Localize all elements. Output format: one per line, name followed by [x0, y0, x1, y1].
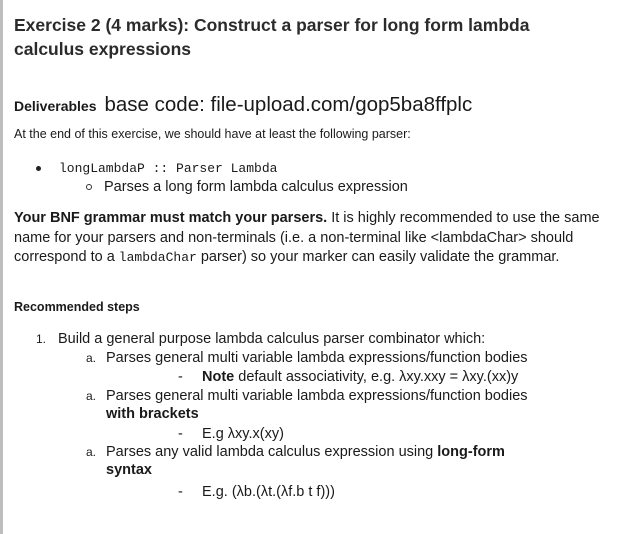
note-label: Note — [202, 369, 235, 385]
dash-bullet: - — [178, 369, 183, 385]
example-text: E.g. (λb.(λt.(λf.b t f))) — [202, 484, 335, 500]
bnf-text-1: It is highly recommended to use the same name for your parsers and non-terminals (i.e. a non-terminal like <lambdaChar> should correspond to a — [14, 210, 600, 265]
step-1-text: Build a general purpose lambda calculus parser combinator which: — [58, 331, 486, 347]
dash-bullet: - — [178, 426, 183, 442]
page-edge — [0, 0, 3, 534]
example-text: E.g λxy.x(xy) — [202, 426, 284, 442]
bnf-code: lambdaChar — [118, 250, 197, 265]
step-1c-text: Parses any valid lambda calculus expression using — [106, 444, 438, 460]
step-1b — [86, 387, 528, 405]
step-1c-continuation: syntax — [106, 462, 152, 478]
parser-signature: longLambdaP :: Parser Lambda — [59, 161, 278, 176]
base-code-note: base code: file-upload.com/gop5ba8ffplc — [104, 93, 473, 116]
note-text: default associativity, e.g. λxy.xxy = λxy.(xx)y — [234, 369, 519, 385]
recommended-steps-heading: Recommended steps — [14, 300, 140, 314]
bullet-dot-icon — [36, 166, 41, 171]
step-1a-text: Parses general multi variable lambda expressions/function bodies — [106, 350, 528, 366]
dash-bullet: - — [178, 484, 183, 500]
deliverables-intro: At the end of this exercise, we should have at least the following parser: — [14, 127, 411, 141]
step-1-number: 1. — [36, 332, 47, 346]
parser-bullet — [36, 160, 277, 176]
step-1a — [86, 349, 528, 367]
step-1a-note — [178, 368, 518, 386]
step-1c-example — [178, 483, 335, 501]
deliverables-row — [14, 93, 472, 117]
step-1b-continuation: with brackets — [106, 406, 199, 422]
bnf-text-2: parser) so your marker can easily validate the grammar. — [196, 249, 560, 265]
bnf-bold: Your BNF grammar must match your parsers. — [14, 210, 328, 226]
step-1c-letter: a. — [86, 445, 97, 459]
hollow-bullet-icon — [86, 184, 92, 190]
title-line-2: calculus expressions — [14, 39, 192, 59]
step-1b-text: Parses general multi variable lambda expressions/function bodies — [106, 388, 528, 404]
parser-description-text: Parses a long form lambda calculus expression — [104, 179, 408, 195]
exercise-title — [14, 13, 614, 61]
deliverables-heading: Deliverables — [14, 98, 97, 114]
bnf-paragraph — [14, 209, 614, 268]
step-1b-example — [178, 425, 284, 443]
step-1c — [86, 443, 505, 461]
step-1 — [36, 330, 485, 348]
title-line-1: Exercise 2 (4 marks): Construct a parser for long form lambda — [14, 15, 530, 35]
long-form-bold: long-form — [437, 444, 505, 460]
step-1a-letter: a. — [86, 351, 97, 365]
step-1b-letter: a. — [86, 389, 97, 403]
parser-description — [86, 179, 408, 195]
